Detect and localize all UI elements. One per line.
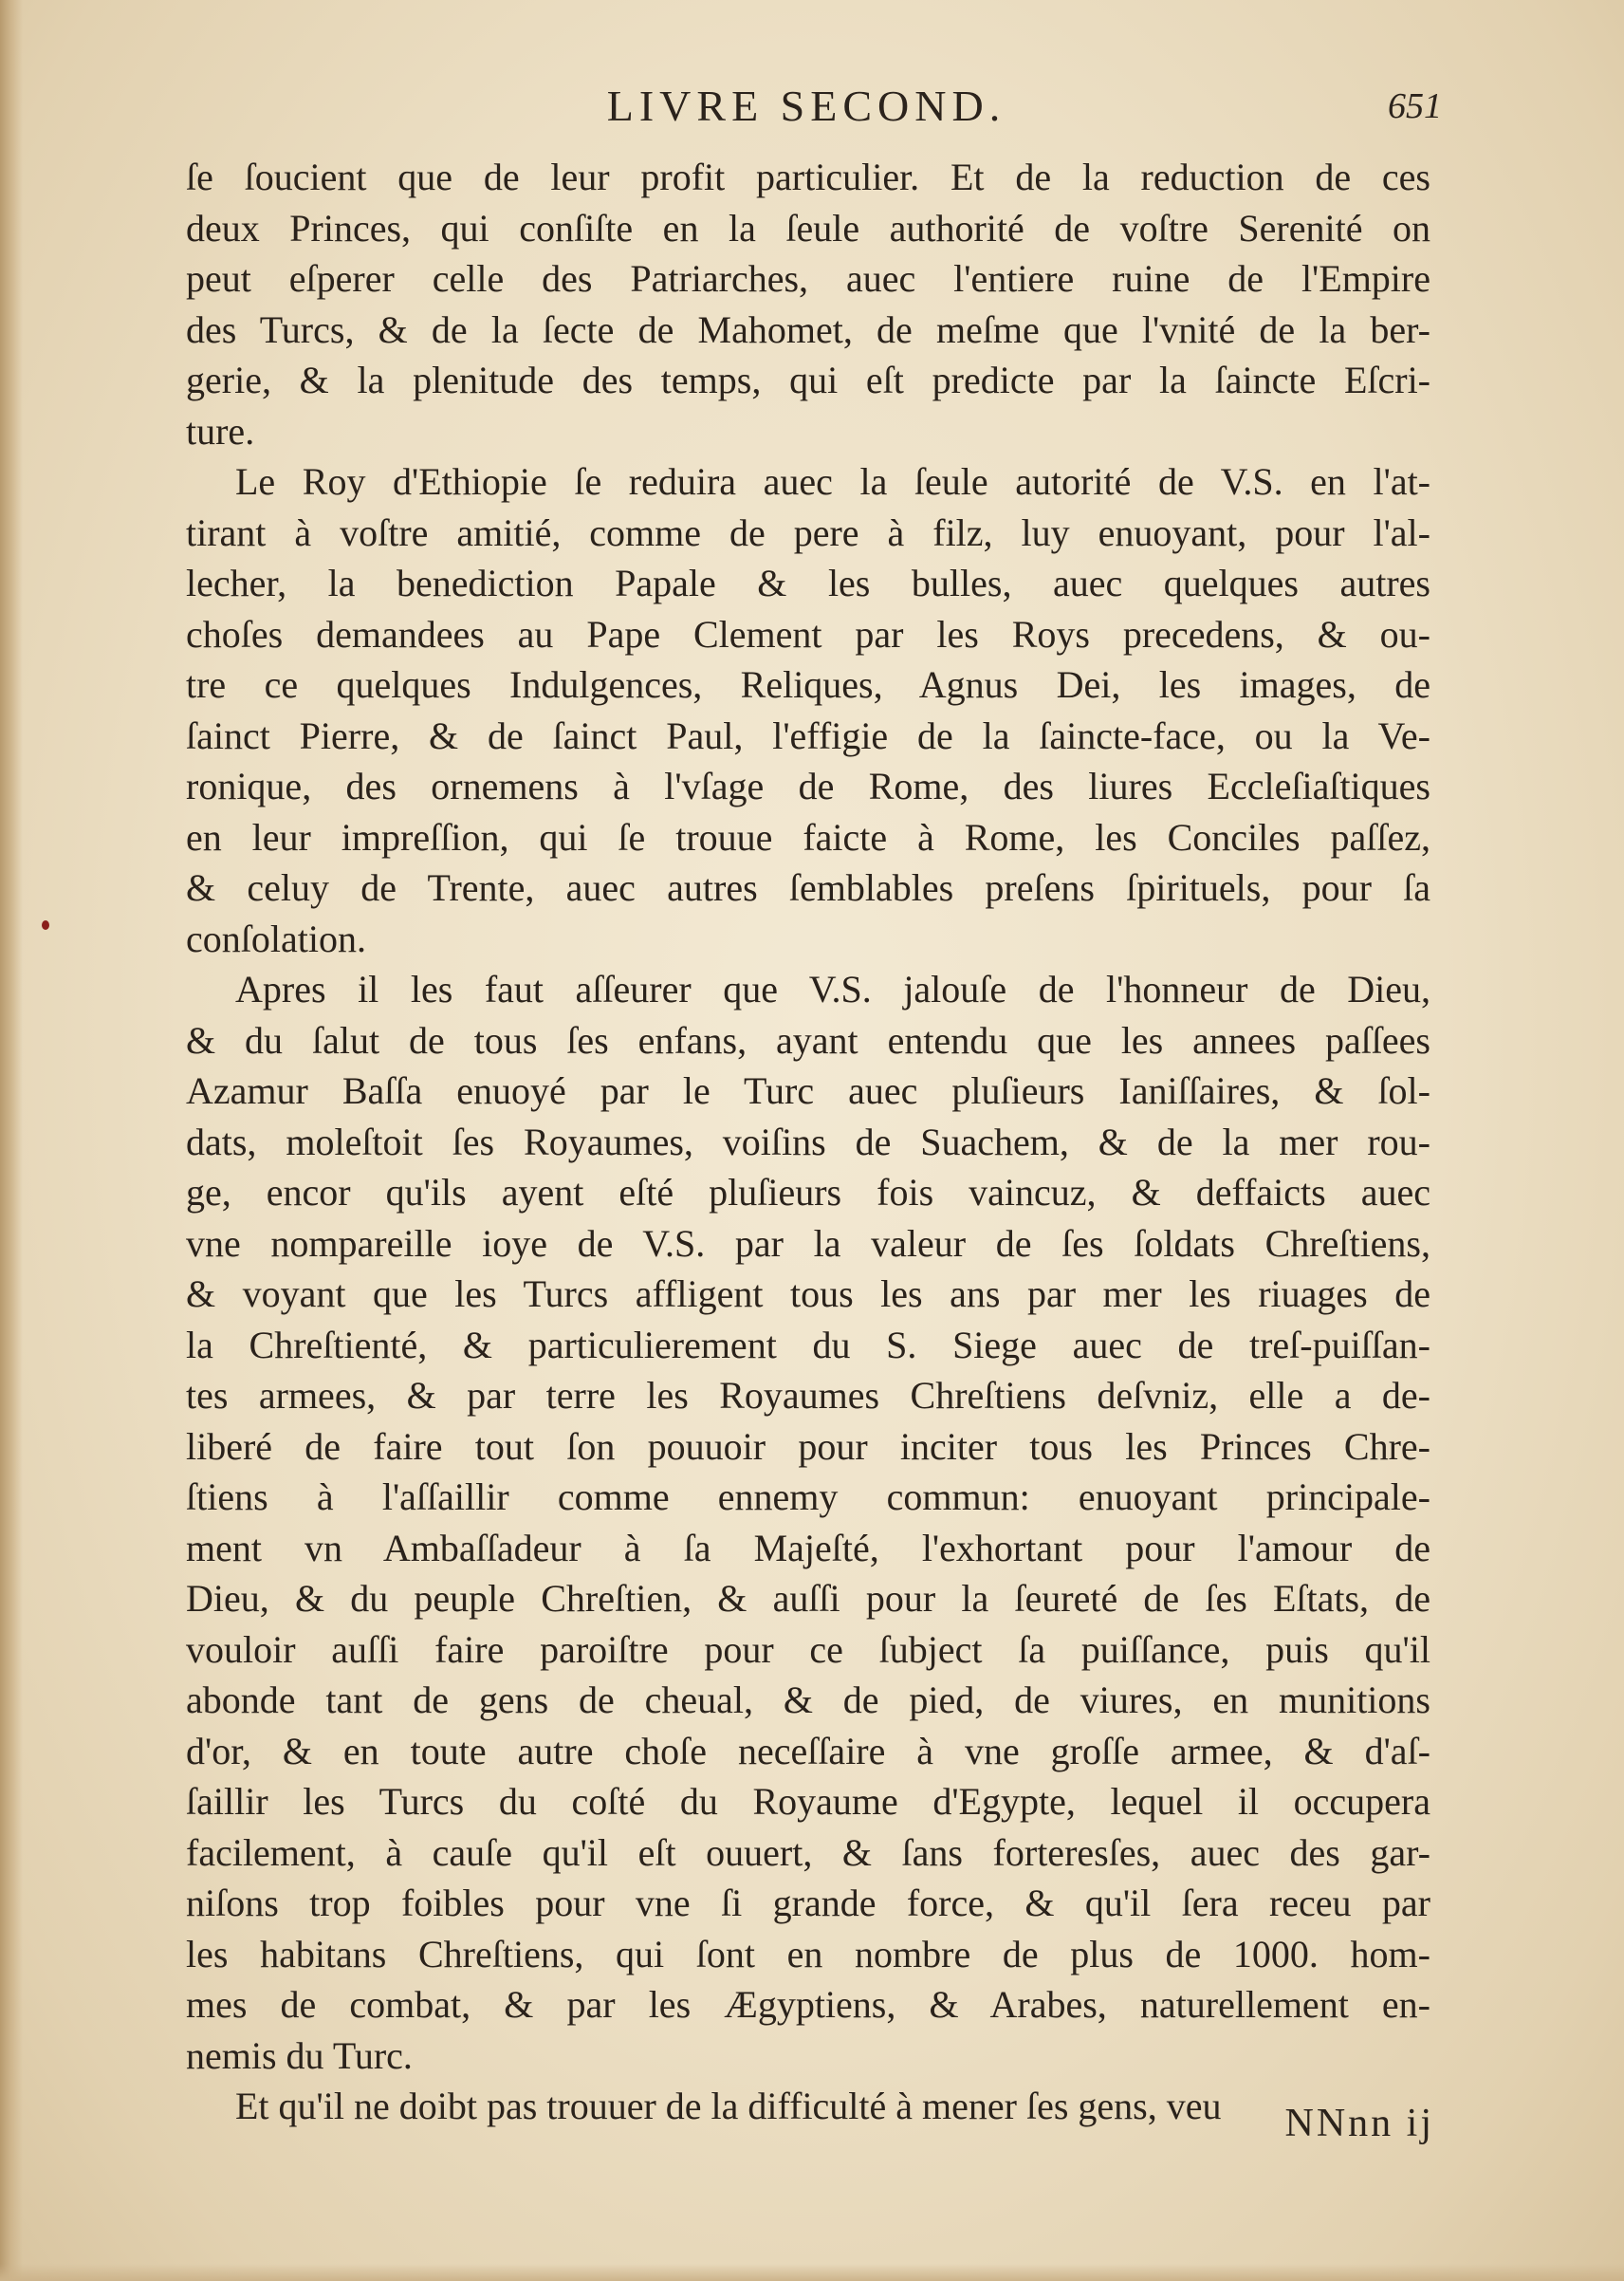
text-line: dats, moleſtoit ſes Royaumes, voiſins de Suachem, & de la mer rou- [186, 1120, 1430, 1163]
text-line: vouloir auſſi faire paroiſtre pour ce ſubject ſa puiſſance, puis qu'il [186, 1627, 1430, 1671]
text-line: Le Roy d'Ethiopie ſe reduira auec la ſeule autorité de V.S. en l'at- [235, 460, 1430, 503]
text-line: & voyant que les Turcs affligent tous les ans par mer les riuages de [186, 1272, 1430, 1315]
page-header [171, 78, 1442, 135]
text-line: Azamur Baſſa enuoyé par le Turc auec pluſieurs Ianiſſaires, & ſol- [186, 1069, 1430, 1112]
text-line: vne nompareille ioye de V.S. par la valeur de ſes ſoldats Chreſtiens, [186, 1221, 1430, 1265]
text-line: ronique, des ornemens à l'vſage de Rome, des liures Eccleſiaſtiques [186, 765, 1430, 807]
text-line: choſes demandees au Pape Clement par les Roys precedens, & ou- [186, 612, 1430, 656]
text-line: d'or, & en toute autre choſe neceſſaire à vne groſſe armee, & d'aſ- [186, 1729, 1430, 1772]
text-line: facilement, à cauſe qu'il eſt ouuert, & ſans forteresſes, auec des gar- [186, 1830, 1430, 1874]
paragraph [186, 2081, 1430, 2132]
body-text [186, 152, 1430, 2132]
page-number: 651 [1388, 86, 1442, 126]
text-line: ſtiens à l'aſſaillir comme ennemy commun: enuoyant principale- [186, 1475, 1430, 1518]
text-line: ſainct Pierre, & de ſainct Paul, l'effigie de la ſaincte-face, ou la Ve- [186, 714, 1430, 757]
text-line: deux Princes, qui conſiſte en la ſeule authorité de voſtre Serenité on [186, 206, 1430, 250]
paragraph [186, 964, 1430, 2081]
text-line: peut eſperer celle des Patriarches, auec l'entiere ruine de l'Empire [186, 257, 1430, 300]
text-line: Et qu'il ne doibt pas trouuer de la difficulté à mener ſes gens, veu [235, 2085, 1222, 2127]
text-line: tre ce quelques Indulgences, Reliques, Agnus Dei, les images, de [186, 663, 1430, 706]
text-line: tirant à voſtre amitié, comme de pere à filz, luy enuoyant, pour l'al- [186, 510, 1430, 554]
text-line: abonde tant de gens de cheual, & de pied, de viures, en munitions [186, 1678, 1430, 1721]
text-line: mes de combat, & par les Ægyptiens, & Arabes, naturellement en- [186, 1983, 1430, 2026]
text-line: & du ſalut de tous ſes enfans, ayant entendu que les annees paſſees [186, 1018, 1430, 1062]
text-line: lecher, la benediction Papale & les bulles, auec quelques autres [186, 562, 1430, 604]
text-line: Dieu, & du peuple Chreſtien, & auſſi pour la ſeureté de ſes Eſtats, de [186, 1577, 1430, 1620]
page-bottom-edge [0, 2264, 1624, 2281]
binding-shadow [0, 0, 23, 2281]
text-line: la Chreſtienté, & particulierement du S. Siege auec de treſ-puiſſan- [186, 1323, 1430, 1366]
text-line: & celuy de Trente, auec autres ſemblables preſens ſpirituels, pour ſa [186, 866, 1430, 909]
text-line: des Turcs, & de la ſecte de Mahomet, de meſme que l'vnité de la ber- [186, 307, 1430, 351]
margin-ink-spot [42, 920, 49, 930]
text-line: en leur impreſſion, qui ſe trouue faicte à Rome, les Conciles paſſez, [186, 815, 1430, 859]
text-line: ture. [186, 409, 255, 453]
paragraph [186, 456, 1430, 964]
text-line: tes armees, & par terre les Royaumes Chreſtiens deſvniz, elle a de- [186, 1374, 1430, 1417]
text-line: ſaillir les Turcs du coſté du Royaume d'Egypte, lequel il occupera [186, 1780, 1430, 1823]
text-line: nemis du Turc. [186, 2033, 413, 2077]
text-line: conſolation. [186, 917, 366, 960]
running-title: LIVRE SECOND. [606, 82, 1006, 130]
signature-mark: NNnn ij [1284, 2102, 1434, 2145]
text-line: Apres il les faut aſſeurer que V.S. jalouſe de l'honneur de Dieu, [235, 968, 1430, 1011]
text-line: ment vn Ambaſſadeur à ſa Majeſté, l'exhortant pour l'amour de [186, 1526, 1430, 1569]
text-line: liberé de faire tout ſon pouuoir pour inciter tous les Princes Chre- [186, 1424, 1430, 1468]
text-line: les habitans Chreſtiens, qui ſont en nombre de plus de 1000. hom- [186, 1932, 1430, 1975]
paragraph [186, 152, 1430, 456]
text-line: gerie, & la plenitude des temps, qui eſt predicte par la ſaincte Eſcri- [186, 359, 1430, 401]
text-line: ge, encor qu'ils ayent eſté pluſieurs fois vaincuz, & deffaicts auec [186, 1171, 1430, 1214]
text-line: ſe ſoucient que de leur profit particulier. Et de la reduction de ces [186, 156, 1430, 198]
text-line: niſons trop foibles pour vne ſi grande force, & qu'il ſera receu par [186, 1882, 1430, 1924]
